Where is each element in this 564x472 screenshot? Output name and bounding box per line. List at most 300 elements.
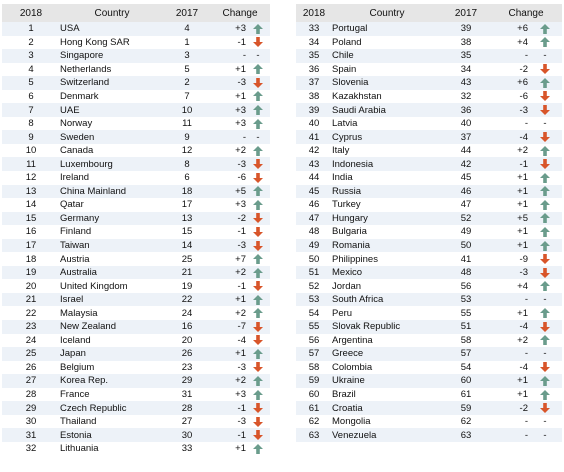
arrow-down-icon xyxy=(253,362,263,372)
change-cell: - xyxy=(490,49,528,63)
rank-cell: 27 xyxy=(2,374,60,388)
country-cell: Bulgaria xyxy=(332,226,367,238)
table-row xyxy=(2,185,270,199)
header-change: Change xyxy=(490,4,562,22)
country-cell: Portugal xyxy=(332,22,442,36)
arrow-up-icon xyxy=(540,24,550,34)
rank-cell: 14 xyxy=(25,199,37,211)
previous-rank-cell: 37 xyxy=(442,130,490,144)
country-cell: Spain xyxy=(332,63,357,75)
trend-cell xyxy=(246,171,270,185)
change-cell: - xyxy=(490,347,528,361)
trend-cell xyxy=(246,252,270,266)
arrow-up-icon xyxy=(253,119,263,129)
country-cell: Germany xyxy=(60,212,164,226)
rank-cell: 20 xyxy=(25,280,37,292)
previous-rank-cell: 3 xyxy=(164,49,210,63)
previous-rank-cell: 16 xyxy=(164,320,210,334)
rank-cell: 34 xyxy=(308,36,320,48)
country-cell: USA xyxy=(60,22,164,36)
arrow-down-icon xyxy=(253,430,263,440)
country-cell: UAE xyxy=(60,103,164,117)
change-cell: +1 xyxy=(517,199,528,211)
change-cell: -1 xyxy=(210,428,246,442)
arrow-down-icon xyxy=(540,159,550,169)
arrow-down-icon xyxy=(253,78,263,88)
table-row xyxy=(296,130,562,144)
country-cell: Poland xyxy=(332,36,362,48)
rank-cell: 50 xyxy=(308,253,320,265)
country-cell: Cyprus xyxy=(332,130,442,144)
previous-rank-cell: 9 xyxy=(164,130,210,144)
change-cell: -1 xyxy=(210,401,246,415)
country-cell: Taiwan xyxy=(60,239,164,253)
table-row xyxy=(2,415,270,429)
rank-cell: 42 xyxy=(308,145,320,157)
previous-rank-cell: 49 xyxy=(460,226,472,238)
arrow-up-icon xyxy=(253,390,263,400)
change-cell: +7 xyxy=(235,253,246,265)
country-cell: Estonia xyxy=(60,428,164,442)
change-cell: +1 xyxy=(235,91,246,102)
country-cell: Lithuania xyxy=(60,443,99,455)
change-cell: -2 xyxy=(210,212,246,226)
arrow-down-icon xyxy=(540,322,550,332)
change-cell: +5 xyxy=(210,185,246,199)
arrow-up-icon xyxy=(540,335,550,345)
previous-rank-cell: 63 xyxy=(442,428,490,442)
previous-rank-cell: 31 xyxy=(181,389,193,401)
country-cell: Belgium xyxy=(60,361,95,373)
table-row xyxy=(2,401,270,415)
arrow-up-icon xyxy=(253,295,263,305)
rank-cell: 8 xyxy=(28,118,34,130)
arrow-up-icon xyxy=(540,241,550,251)
previous-rank-cell: 48 xyxy=(442,266,490,280)
header-year-current: 2018 xyxy=(296,4,332,22)
country-cell: Colombia xyxy=(332,361,373,373)
table-row xyxy=(2,442,270,456)
trend-cell xyxy=(528,157,562,171)
country-cell: United Kingdom xyxy=(60,280,128,292)
trend-cell xyxy=(528,347,562,361)
table-row xyxy=(296,76,562,90)
no-change-dash: - xyxy=(543,118,547,130)
arrow-up-icon xyxy=(253,105,263,115)
rank-cell: 15 xyxy=(2,212,60,226)
previous-rank-cell: 58 xyxy=(460,334,472,346)
trend-cell xyxy=(246,36,270,50)
table-row xyxy=(2,279,270,293)
rank-cell: 61 xyxy=(296,401,332,415)
change-cell: -1 xyxy=(237,280,246,292)
trend-cell xyxy=(528,49,562,63)
rank-cell: 25 xyxy=(2,347,60,361)
table-row xyxy=(2,198,270,212)
trend-cell xyxy=(528,117,562,131)
rank-cell: 37 xyxy=(296,76,332,90)
country-cell: New Zealand xyxy=(60,320,164,334)
trend-cell xyxy=(528,239,562,253)
change-cell: -6 xyxy=(519,91,528,102)
previous-rank-cell: 23 xyxy=(181,361,193,373)
table-row xyxy=(296,415,562,429)
country-cell: Thailand xyxy=(60,416,97,428)
country-cell: Austria xyxy=(60,253,90,265)
previous-rank-cell: 40 xyxy=(460,118,472,130)
country-cell: Russia xyxy=(332,185,442,199)
previous-rank-cell: 61 xyxy=(460,389,472,401)
table-row xyxy=(2,63,270,77)
change-cell: +6 xyxy=(490,76,528,90)
trend-cell xyxy=(528,63,562,77)
change-cell: +1 xyxy=(517,389,528,401)
trend-cell xyxy=(528,103,562,117)
trend-cell xyxy=(246,428,270,442)
rank-cell: 41 xyxy=(296,130,332,144)
country-cell: Chile xyxy=(332,49,442,63)
country-cell: Mexico xyxy=(332,266,442,280)
table-row xyxy=(2,306,270,320)
previous-rank-cell: 41 xyxy=(460,253,472,265)
change-cell: +2 xyxy=(517,145,528,157)
previous-rank-cell: 30 xyxy=(164,428,210,442)
previous-rank-cell: 15 xyxy=(181,226,193,238)
previous-rank-cell: 8 xyxy=(164,157,210,171)
change-cell: - xyxy=(490,293,528,307)
table-row xyxy=(296,225,562,239)
change-cell: +1 xyxy=(210,347,246,361)
country-cell: Czech Republic xyxy=(60,401,164,415)
table-row xyxy=(2,36,270,50)
country-cell: Latvia xyxy=(332,118,358,130)
change-cell: -4 xyxy=(490,130,528,144)
trend-cell xyxy=(528,198,562,212)
country-cell: Korea Rep. xyxy=(60,374,164,388)
no-change-dash: - xyxy=(543,294,547,306)
arrow-up-icon xyxy=(253,200,263,210)
table-header xyxy=(2,4,270,22)
previous-rank-cell: 56 xyxy=(460,280,472,292)
table-row xyxy=(2,49,270,63)
previous-rank-cell: 39 xyxy=(442,22,490,36)
trend-cell xyxy=(246,334,270,348)
trend-cell xyxy=(246,374,270,388)
table-row xyxy=(296,22,562,36)
country-cell: Saudi Arabia xyxy=(332,103,442,117)
table-row xyxy=(2,266,270,280)
country-cell: Mongolia xyxy=(332,416,371,428)
rank-cell: 12 xyxy=(25,172,37,184)
trend-cell xyxy=(246,103,270,117)
country-cell: Venezuela xyxy=(332,428,442,442)
previous-rank-cell: 32 xyxy=(460,91,472,102)
previous-rank-cell: 55 xyxy=(460,307,472,319)
previous-rank-cell: 53 xyxy=(442,293,490,307)
table-row xyxy=(2,212,270,226)
table-row xyxy=(296,361,562,375)
arrow-up-icon xyxy=(253,186,263,196)
trend-cell xyxy=(528,76,562,90)
rank-cell: 32 xyxy=(25,443,37,455)
arrow-up-icon xyxy=(253,91,263,101)
previous-rank-cell: 20 xyxy=(181,334,193,346)
header-change: Change xyxy=(210,4,270,22)
change-cell: - xyxy=(210,130,246,144)
trend-cell xyxy=(246,130,270,144)
rank-cell: 43 xyxy=(296,157,332,171)
previous-rank-cell: 24 xyxy=(181,307,193,319)
no-change-dash: - xyxy=(543,429,547,441)
previous-rank-cell: 33 xyxy=(181,443,193,455)
country-cell: Sweden xyxy=(60,130,164,144)
trend-cell xyxy=(246,306,270,320)
country-cell: Singapore xyxy=(60,49,164,63)
previous-rank-cell: 7 xyxy=(184,91,190,102)
trend-cell xyxy=(246,347,270,361)
previous-rank-cell: 13 xyxy=(164,212,210,226)
previous-rank-cell: 59 xyxy=(442,401,490,415)
trend-cell xyxy=(246,90,270,104)
change-cell: - xyxy=(210,49,246,63)
arrow-down-icon xyxy=(540,362,550,372)
rank-cell: 29 xyxy=(2,401,60,415)
rank-cell: 60 xyxy=(308,389,320,401)
previous-rank-cell: 18 xyxy=(164,185,210,199)
previous-rank-cell: 27 xyxy=(181,416,193,428)
arrow-down-icon xyxy=(540,268,550,278)
rank-cell: 7 xyxy=(2,103,60,117)
previous-rank-cell: 26 xyxy=(164,347,210,361)
trend-cell xyxy=(246,320,270,334)
rank-cell: 58 xyxy=(308,361,320,373)
table-row xyxy=(2,225,270,239)
previous-rank-cell: 4 xyxy=(164,22,210,36)
previous-rank-cell: 17 xyxy=(181,199,193,211)
previous-rank-cell: 12 xyxy=(181,145,193,157)
country-cell: Ireland xyxy=(60,172,90,184)
header-year-previous: 2017 xyxy=(442,4,490,22)
country-cell: Hungary xyxy=(332,212,442,226)
table-row xyxy=(296,185,562,199)
table-row xyxy=(2,334,270,348)
rank-cell: 33 xyxy=(296,22,332,36)
table-header xyxy=(296,4,562,22)
arrow-down-icon xyxy=(540,403,550,413)
country-cell: Argentina xyxy=(332,334,373,346)
arrow-down-icon xyxy=(540,254,550,264)
previous-rank-cell: 2 xyxy=(164,76,210,90)
rank-cell: 55 xyxy=(296,320,332,334)
trend-cell xyxy=(528,130,562,144)
country-cell: Netherlands xyxy=(60,63,112,75)
country-cell: Ukraine xyxy=(332,374,442,388)
rank-cell: 53 xyxy=(296,293,332,307)
arrow-up-icon xyxy=(253,146,263,156)
country-cell: Switzerland xyxy=(60,76,164,90)
country-cell: Turkey xyxy=(332,199,361,211)
rank-cell: 56 xyxy=(308,334,320,346)
previous-rank-cell: 6 xyxy=(184,172,190,184)
rank-cell: 40 xyxy=(308,118,320,130)
country-cell: Iceland xyxy=(60,334,91,346)
arrow-down-icon xyxy=(253,227,263,237)
rank-cell: 59 xyxy=(296,374,332,388)
arrow-up-icon xyxy=(540,281,550,291)
table-row xyxy=(2,388,270,402)
change-cell: - xyxy=(524,416,528,428)
trend-cell xyxy=(528,334,562,348)
rank-cell: 48 xyxy=(308,226,320,238)
table-row xyxy=(296,334,562,348)
arrow-down-icon xyxy=(253,281,263,291)
rank-cell: 62 xyxy=(308,416,320,428)
trend-cell xyxy=(528,293,562,307)
trend-cell xyxy=(528,306,562,320)
table-row xyxy=(296,63,562,77)
previous-rank-cell: 5 xyxy=(184,63,190,75)
previous-rank-cell: 10 xyxy=(164,103,210,117)
trend-cell xyxy=(528,320,562,334)
country-cell: Finland xyxy=(60,226,92,238)
previous-rank-cell: 19 xyxy=(181,280,193,292)
change-cell: - xyxy=(490,428,528,442)
change-cell: +1 xyxy=(490,185,528,199)
trend-cell xyxy=(528,266,562,280)
rank-cell: 36 xyxy=(308,63,320,75)
table-row xyxy=(296,306,562,320)
trend-cell xyxy=(528,225,562,239)
trend-cell xyxy=(528,415,562,429)
table-row xyxy=(296,428,562,442)
change-cell: +1 xyxy=(517,172,528,184)
rank-cell: 6 xyxy=(28,91,34,102)
trend-cell xyxy=(528,36,562,50)
arrow-up-icon xyxy=(540,78,550,88)
table-body-left xyxy=(2,22,270,456)
rank-cell: 47 xyxy=(296,212,332,226)
table-row xyxy=(296,320,562,334)
country-cell: Luxembourg xyxy=(60,157,164,171)
trend-cell xyxy=(528,374,562,388)
country-cell: Japan xyxy=(60,347,164,361)
arrow-up-icon xyxy=(253,376,263,386)
table-row xyxy=(2,171,270,185)
trend-cell xyxy=(246,401,270,415)
arrow-up-icon xyxy=(253,268,263,278)
previous-rank-cell: 60 xyxy=(442,374,490,388)
arrow-down-icon xyxy=(253,403,263,413)
table-row xyxy=(2,117,270,131)
change-cell: -2 xyxy=(490,401,528,415)
arrow-up-icon xyxy=(540,227,550,237)
country-cell: Malaysia xyxy=(60,307,98,319)
ranking-table-right xyxy=(296,4,562,442)
table-row xyxy=(296,117,562,131)
arrow-down-icon xyxy=(540,105,550,115)
header-country: Country xyxy=(60,4,164,22)
arrow-up-icon xyxy=(540,37,550,47)
previous-rank-cell: 47 xyxy=(460,199,472,211)
trend-cell xyxy=(246,361,270,375)
change-cell: +3 xyxy=(210,22,246,36)
rank-cell: 45 xyxy=(296,185,332,199)
change-cell: -1 xyxy=(237,36,246,48)
arrow-down-icon xyxy=(253,213,263,223)
country-cell: Peru xyxy=(332,307,353,319)
table-row xyxy=(296,198,562,212)
previous-rank-cell: 14 xyxy=(164,239,210,253)
arrow-down-icon xyxy=(253,159,263,169)
country-cell: Romania xyxy=(332,239,442,253)
no-change-dash: - xyxy=(256,131,260,143)
table-row xyxy=(296,388,562,402)
trend-cell xyxy=(528,171,562,185)
trend-cell xyxy=(246,49,270,63)
rank-cell: 16 xyxy=(25,226,37,238)
no-change-dash: - xyxy=(543,50,547,62)
change-cell: -4 xyxy=(519,361,528,373)
previous-rank-cell: 42 xyxy=(442,157,490,171)
table-row xyxy=(2,428,270,442)
previous-rank-cell: 21 xyxy=(164,266,210,280)
table-row xyxy=(2,76,270,90)
table-row xyxy=(2,293,270,307)
table-row xyxy=(2,103,270,117)
table-row xyxy=(296,347,562,361)
rank-cell: 63 xyxy=(296,428,332,442)
change-cell: -9 xyxy=(519,253,528,265)
arrow-down-icon xyxy=(540,132,550,142)
change-cell: +2 xyxy=(210,266,246,280)
trend-cell xyxy=(246,266,270,280)
previous-rank-cell: 45 xyxy=(460,172,472,184)
trend-cell xyxy=(246,63,270,77)
trend-cell xyxy=(528,212,562,226)
trend-cell xyxy=(246,185,270,199)
arrow-down-icon xyxy=(253,322,263,332)
change-cell: +3 xyxy=(235,199,246,211)
arrow-down-icon xyxy=(540,91,550,101)
table-row xyxy=(296,293,562,307)
arrow-up-icon xyxy=(540,376,550,386)
rank-cell: 54 xyxy=(308,307,320,319)
rank-cell: 49 xyxy=(296,239,332,253)
trend-cell xyxy=(246,239,270,253)
trend-cell xyxy=(528,22,562,36)
table-row xyxy=(296,157,562,171)
rank-cell: 17 xyxy=(2,239,60,253)
country-cell: Greece xyxy=(332,347,442,361)
previous-rank-cell: 44 xyxy=(460,145,472,157)
change-cell: -1 xyxy=(490,157,528,171)
trend-cell xyxy=(246,22,270,36)
change-cell: +5 xyxy=(490,212,528,226)
table-row xyxy=(2,144,270,158)
change-cell: +6 xyxy=(490,22,528,36)
country-cell: Slovenia xyxy=(332,76,442,90)
table-row xyxy=(296,212,562,226)
change-cell: +1 xyxy=(235,63,246,75)
arrow-down-icon xyxy=(253,173,263,183)
change-cell: +4 xyxy=(517,36,528,48)
table-row xyxy=(296,401,562,415)
header-country: Country xyxy=(332,4,442,22)
change-cell: -1 xyxy=(237,226,246,238)
trend-cell xyxy=(246,144,270,158)
change-cell: -3 xyxy=(237,416,246,428)
country-cell: Denmark xyxy=(60,91,99,102)
